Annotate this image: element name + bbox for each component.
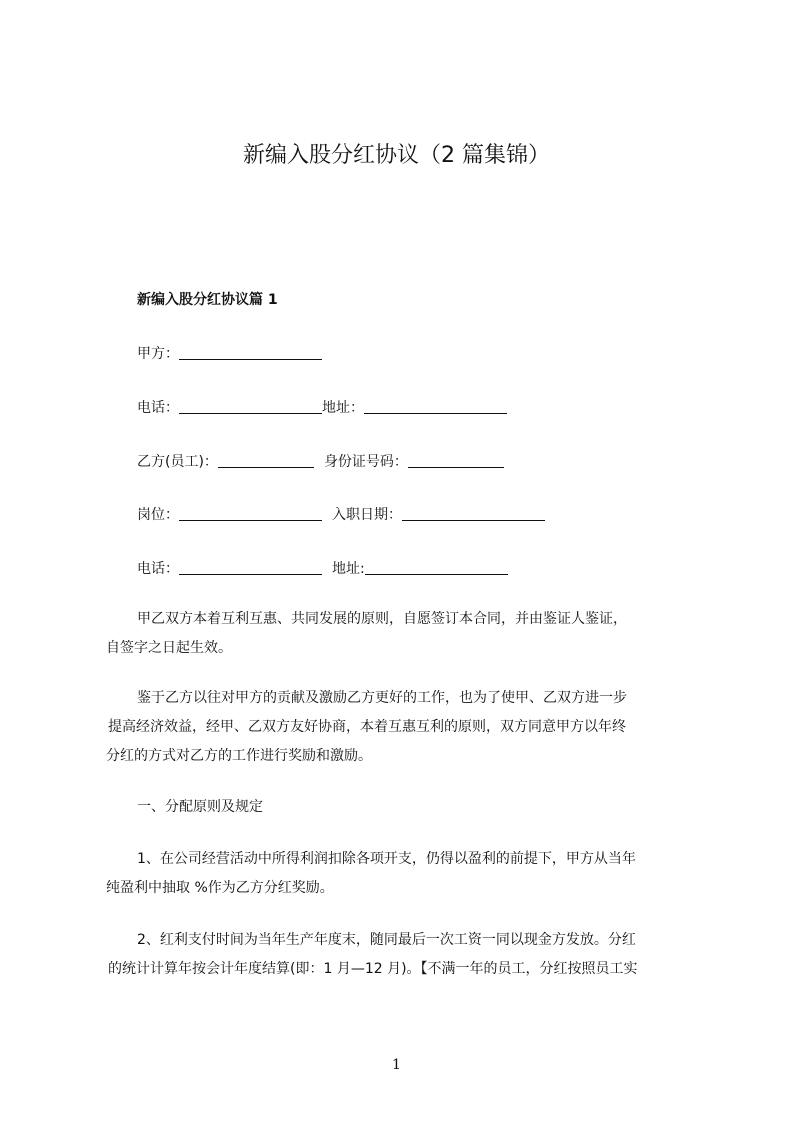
phone-blank-2 bbox=[179, 558, 322, 575]
party-b-row bbox=[137, 451, 504, 473]
party-a-label: 甲方： bbox=[137, 346, 179, 362]
position-label: 岗位： bbox=[137, 507, 179, 523]
paragraph-agreement bbox=[106, 607, 627, 665]
paragraph-line: 的统计计算年按会计年度结算(即：1 月—12 月)。【不满一年的员工，分红按照员工实 bbox=[108, 961, 638, 977]
clause-heading: 一、分配原则及规定 bbox=[137, 799, 263, 815]
address-blank-2 bbox=[365, 558, 508, 575]
phone-blank-1 bbox=[179, 397, 322, 414]
contact-row-2 bbox=[137, 558, 508, 580]
page-number: 1 bbox=[392, 1057, 401, 1073]
contact-row-1 bbox=[137, 397, 507, 419]
paragraph-line: 自签字之日起生效。 bbox=[106, 640, 232, 656]
id-label: 身份证号码： bbox=[323, 454, 408, 470]
party-a-blank bbox=[179, 343, 322, 360]
address-blank-1 bbox=[364, 397, 507, 414]
paragraph-line: 2、红利支付时间为当年生产年度末，随同最后一次工资一同以现金方发放。分红 bbox=[137, 932, 636, 948]
paragraph-line: 分红的方式对乙方的工作进行奖励和激励。 bbox=[106, 748, 372, 764]
phone-label-2: 电话： bbox=[137, 561, 179, 577]
hire-date-blank bbox=[402, 504, 545, 521]
paragraph-line: 1、在公司经营活动中所得利润扣除各项开支，仍得以盈利的前提下，甲方从当年 bbox=[137, 851, 636, 867]
position-row bbox=[137, 504, 545, 526]
phone-label-1: 电话： bbox=[137, 400, 179, 416]
paragraph-line: 纯盈利中抽取 %作为乙方分红奖励。 bbox=[106, 880, 334, 896]
clause-item-2 bbox=[106, 928, 638, 986]
address-label-1: 地址： bbox=[322, 400, 364, 416]
paragraph-line: 甲乙双方本着互利互惠、共同发展的原则，自愿签订本合同，并由鉴证人鉴证， bbox=[137, 611, 627, 627]
id-blank bbox=[408, 451, 504, 468]
position-blank bbox=[179, 504, 322, 521]
party-b-label: 乙方(员工)： bbox=[137, 454, 218, 470]
section-heading: 新编入股分红协议篇 1 bbox=[137, 292, 278, 308]
paragraph-recital bbox=[106, 686, 627, 773]
clause-item-1 bbox=[106, 847, 636, 905]
paragraph-line: 鉴于乙方以往对甲方的贡献及激励乙方更好的工作，也为了使甲、乙双方进一步 bbox=[137, 690, 627, 706]
paragraph-line: 提高经济效益，经甲、乙双方友好协商，本着互惠互利的原则，双方同意甲方以年终 bbox=[108, 719, 626, 735]
party-a-row bbox=[137, 343, 322, 365]
party-b-blank bbox=[218, 451, 314, 468]
document-title: 新编入股分红协议（2 篇集锦） bbox=[243, 143, 550, 168]
hire-date-label: 入职日期： bbox=[332, 507, 402, 523]
address-label-2: 地址: bbox=[332, 561, 365, 577]
